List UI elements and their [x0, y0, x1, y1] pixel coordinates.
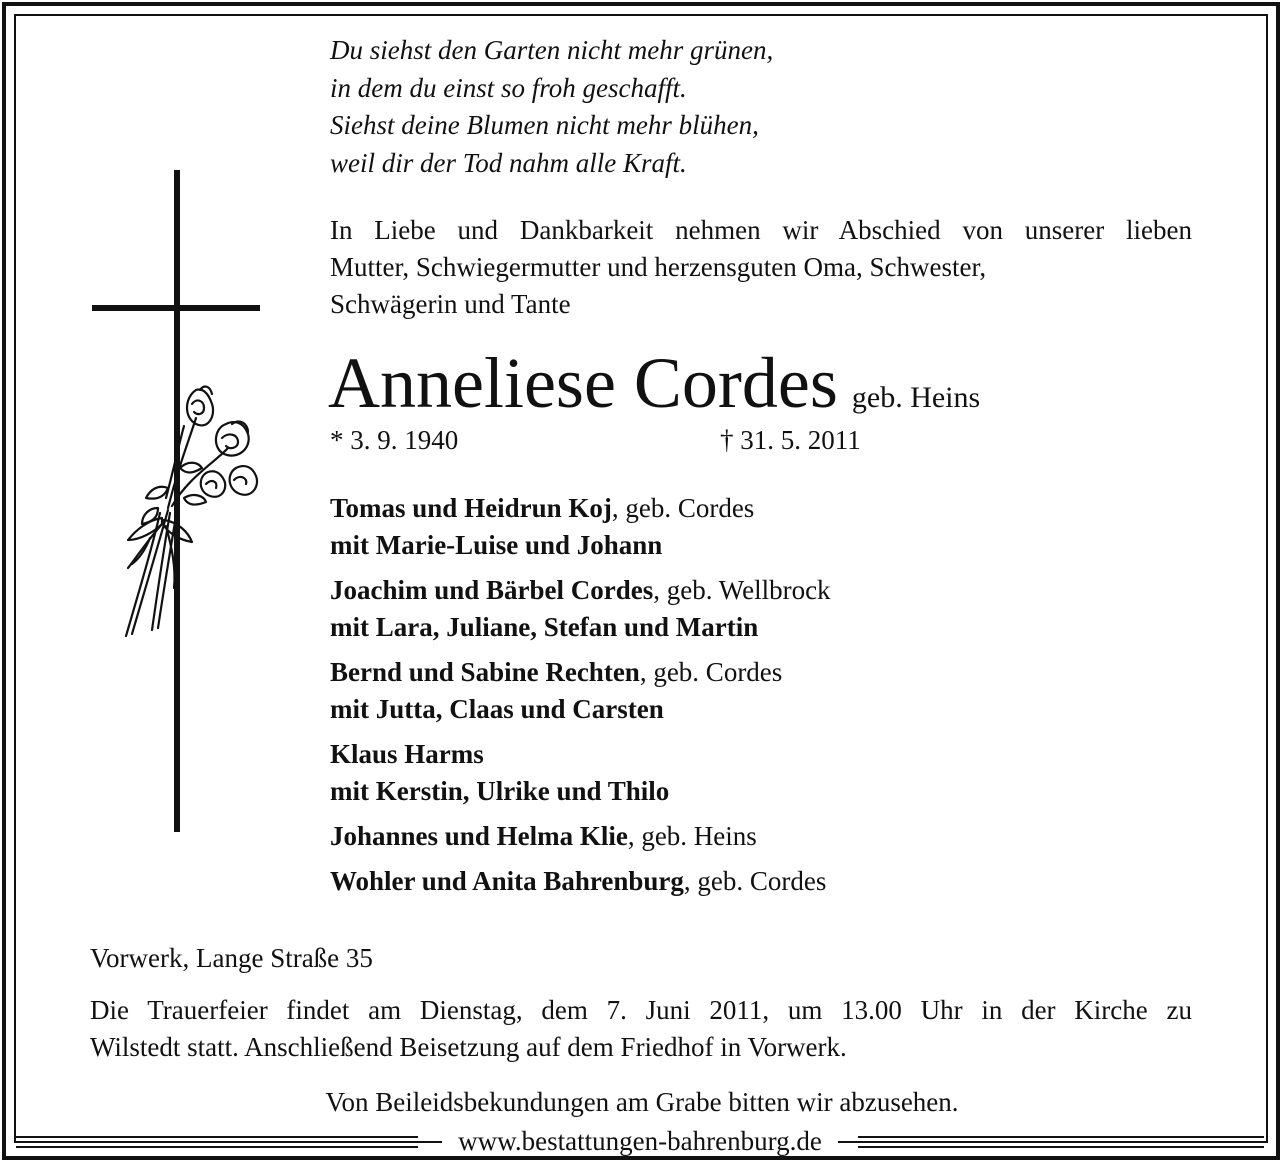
poem	[330, 32, 773, 182]
mourner-family	[330, 736, 831, 810]
mourner-suffix: , geb. Cordes	[683, 866, 827, 896]
deceased-name: Anneliese Cordes	[328, 343, 838, 423]
mourner-family	[330, 572, 831, 646]
intro-line: Mutter, Schwiegermutter und herzensguten Oma, Schwester,	[330, 252, 987, 282]
mourner-suffix: , geb. Wellbrock	[653, 575, 831, 605]
mourner-children: mit Lara, Juliane, Stefan und Martin	[330, 612, 759, 642]
intro-text	[330, 212, 1200, 323]
mourner-children: mit Kerstin, Ulrike und Thilo	[330, 776, 670, 806]
mourner-children: mit Jutta, Claas und Carsten	[330, 694, 664, 724]
death-date: † 31. 5. 2011	[720, 425, 861, 455]
mourner-family	[330, 490, 831, 564]
address: Vorwerk, Lange Straße 35	[90, 943, 373, 973]
service-line: Wilstedt statt. Anschließend Beisetzung auf dem Friedhof in Vorwerk.	[90, 1032, 847, 1062]
maiden-name: geb. Heins	[851, 381, 981, 414]
poem-line: in dem du einst so froh geschafft.	[330, 72, 687, 103]
mourner-names: Johannes und Helma Klie	[330, 821, 628, 851]
closing-note: Von Beileidsbekundungen am Grabe bitten wir abzusehen.	[325, 1087, 959, 1117]
mourner-names: Joachim und Bärbel Cordes	[330, 575, 654, 605]
poem-line: Siehst deine Blumen nicht mehr blühen,	[330, 110, 759, 140]
mourner-suffix: , geb. Cordes	[611, 493, 755, 523]
mourner-names: Tomas und Heidrun Koj	[330, 493, 612, 523]
service-info	[90, 992, 1192, 1066]
intro-line: In Liebe und Dankbarkeit nehmen wir Abschied von unserer lieben	[330, 215, 1192, 245]
intro-line: Schwägerin und Tante	[330, 289, 571, 319]
mourners-list	[330, 490, 831, 908]
deceased-name-row	[328, 338, 980, 428]
mourner-suffix: , geb. Heins	[627, 821, 757, 851]
cross-with-roses-icon	[88, 168, 268, 838]
service-line: Die Trauerfeier findet am Dienstag, dem 7. Juni 2011, um 13.00 Uhr in der Kirche zu	[90, 995, 1192, 1025]
poem-line: Du siehst den Garten nicht mehr grünen,	[330, 35, 774, 65]
mourner-family	[330, 654, 831, 728]
birth-date: * 3. 9. 1940	[330, 425, 459, 455]
mourner-family	[330, 863, 831, 900]
footer-url[interactable]	[0, 1126, 1280, 1156]
mourner-family	[330, 818, 831, 855]
footer-url-text[interactable]: www.bestattungen-bahrenburg.de	[442, 1126, 838, 1156]
mourner-names: Bernd und Sabine Rechten	[330, 657, 640, 687]
poem-line: weil dir der Tod nahm alle Kraft.	[330, 147, 687, 178]
mourner-names: Wohler und Anita Bahrenburg	[330, 866, 684, 896]
mourner-children: mit Marie-Luise und Johann	[330, 530, 663, 560]
mourner-suffix: , geb. Cordes	[639, 657, 783, 687]
mourner-names: Klaus Harms	[330, 739, 484, 769]
